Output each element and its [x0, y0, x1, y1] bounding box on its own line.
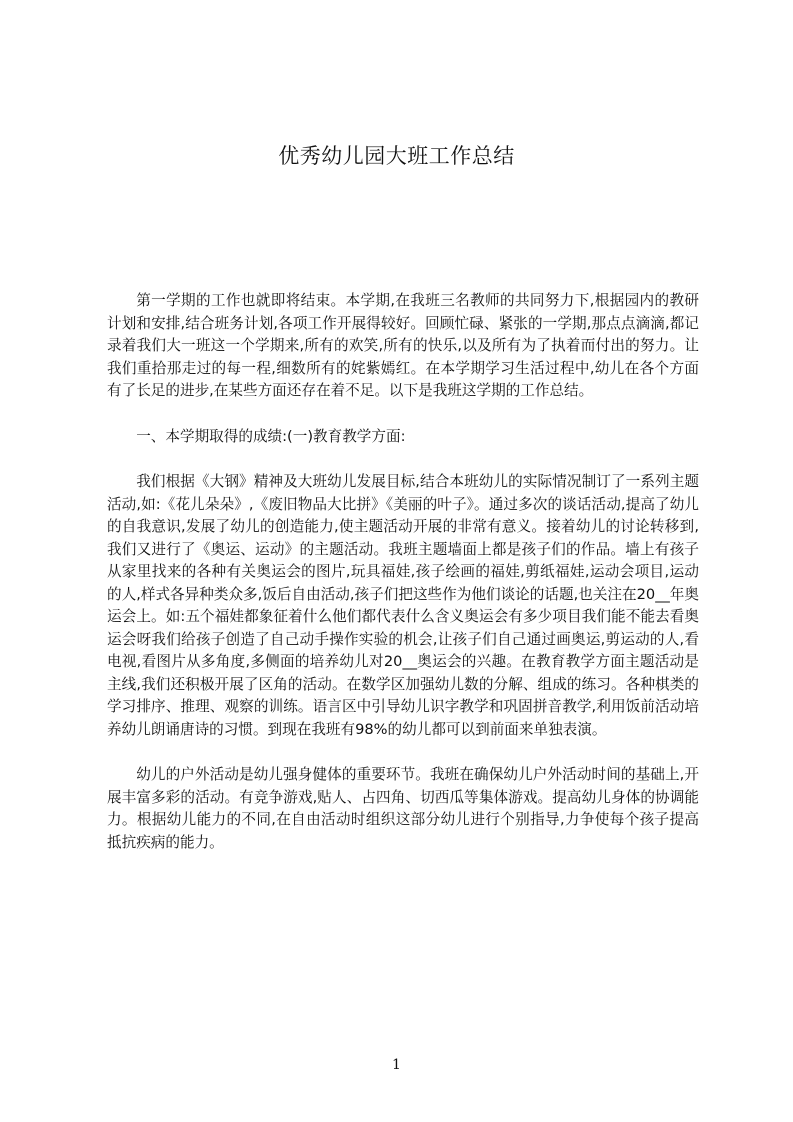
- teaching-paragraph: 我们根据《大钢》精神及大班幼儿发展目标,结合本班幼儿的实际情况制订了一系列主题活动,如:《花儿朵朵》,《废旧物品大比拼》《美丽的叶子》。通过多次的谈话活动,提高了幼儿的自我意识,发展了幼儿的创造能力,使主题活动开展的非常有意义。接着幼儿的讨论转移到,我们又进行了《奥运、运动》的主题活动。我班主题墙面上都是孩子们的作品。墙上有孩子从家里找来的各种有关奥运会的图片,玩具福娃,孩子绘画的福娃,剪纸福娃,运动会项目,运动的人,样式各异种类众多,饭后自由活动,孩子们把这些作为他们谈论的话题,也关注在20__年奥运会上。如:五个福娃都象征着什么他们都代表什么含义奥运会有多少项目我们能不能去看奥运会呀我们给孩子创造了自己动手操作实验的机会,让孩子们自己通过画奥运,剪运动的人,看电视,看图片从多角度,多侧面的培养幼儿对20__奥运会的兴趣。在教育教学方面主题活动是主线,我们还积极开展了区角的活动。在数学区加强幼儿数的分解、组成的练习。各种棋类的学习排序、推理、观察的训练。语言区中引导幼儿识字教学和巩固拼音教学,利用饭前活动培养幼儿朗诵唐诗的习惯。到现在我班有98%的幼儿都可以到前面来单独表演。: [107, 473, 699, 738]
- document-body: [107, 290, 699, 854]
- intro-paragraph: 第一学期的工作也就即将结束。本学期,在我班三名教师的共同努力下,根据园内的教研计划和安排,结合班务计划,各项工作开展得较好。回顾忙碌、紧张的一学期,那点点滴滴,都记录着我们大一班这一个学期来,所有的欢笑,所有的快乐,以及所有为了执着而付出的努力。让我们重拾那走过的每一程,细数所有的姹紫嫣红。在本学期学习生活过程中,幼儿在各个方面有了长足的进步,在某些方面还存在着不足。以下是我班这学期的工作总结。: [107, 292, 699, 399]
- outdoor-paragraph: 幼儿的户外活动是幼儿强身健体的重要环节。我班在确保幼儿户外活动时间的基础上,开展丰富多彩的活动。有竞争游戏,贴人、占四角、切西瓜等集体游戏。提高幼儿身体的协调能力。根据幼儿能力的不同,在自由活动时组织这部分幼儿进行个别指导,力争使每个孩子提高抵抗疾病的能力。: [107, 766, 699, 851]
- section-heading: 一、本学期取得的成绩:(一)教育教学方面:: [136, 427, 406, 445]
- page-number: 1: [392, 1057, 401, 1073]
- document-title: 优秀幼儿园大班工作总结: [278, 144, 515, 168]
